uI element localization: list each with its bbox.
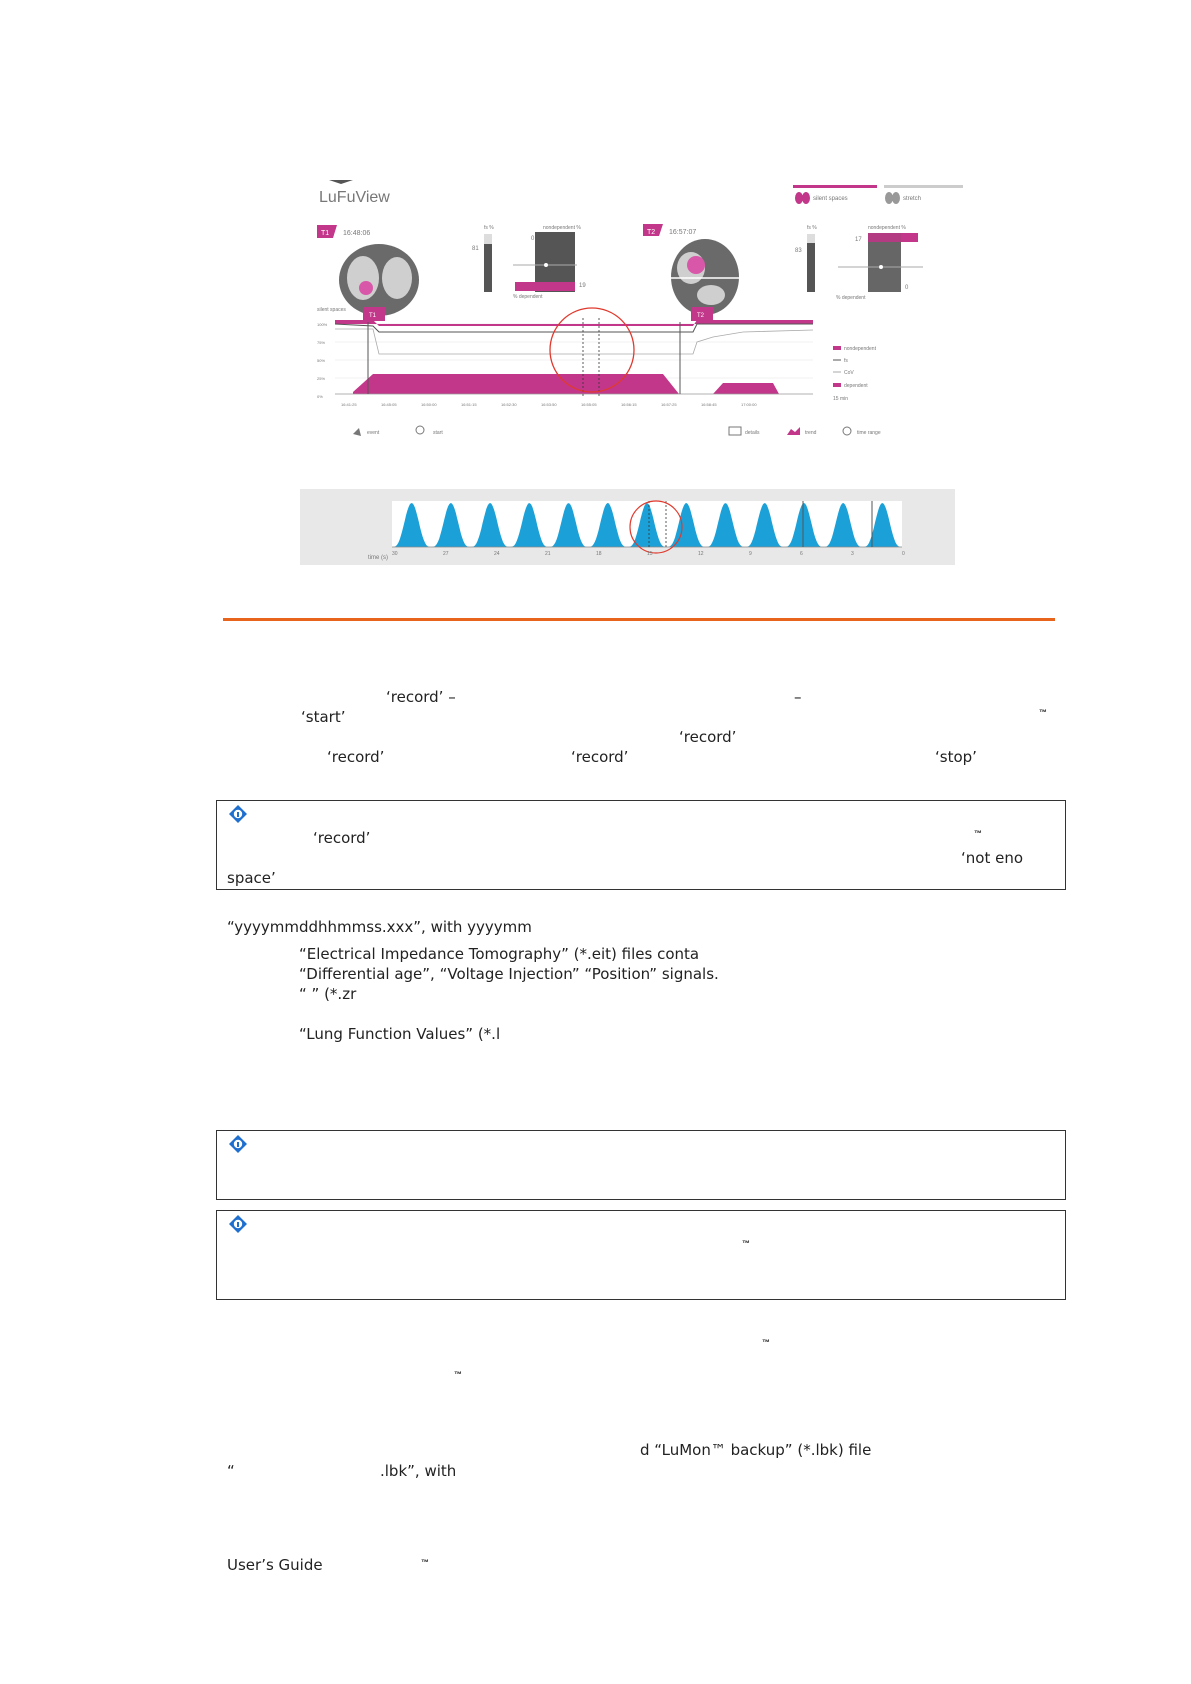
t2-fs-value: 83 — [795, 248, 802, 254]
wave-tick: 15 — [647, 551, 653, 557]
x-ticks — [341, 402, 757, 407]
x-tick: 16:52:30 — [501, 402, 517, 407]
trademark: ™ — [1039, 708, 1047, 717]
footer-guide: User’s Guide — [227, 1556, 323, 1574]
note-box — [216, 1130, 1066, 1200]
time-range-icon[interactable] — [843, 427, 851, 435]
range-label: 15 min — [833, 396, 849, 402]
info-icon — [228, 804, 248, 824]
para1-stop: ‘stop’ — [935, 748, 977, 766]
legend-item: fs — [844, 358, 848, 364]
file-item-lfv: “Lung Function Values” (*.l — [299, 1025, 501, 1043]
t2-time: 16:57:07 — [669, 229, 697, 236]
t1-dep-label: % dependent — [513, 294, 543, 300]
backup-extension: .lbk”, with — [380, 1462, 457, 1480]
t2-dep-value: 0 — [905, 285, 909, 291]
info-icon — [228, 1214, 248, 1234]
t2-nondep-label: nondependent % — [868, 225, 906, 231]
x-tick: 17:00:00 — [741, 402, 757, 407]
para1-record4: ‘record’ — [571, 748, 629, 766]
wave-axis-label: time (s) — [368, 555, 388, 561]
lung-icon — [795, 192, 810, 204]
para1-dash: – — [794, 688, 802, 706]
x-tick: 16:53:50 — [541, 402, 557, 407]
tab-stretch: stretch — [903, 196, 922, 202]
x-tick: 16:50:00 — [421, 402, 437, 407]
wave-tick: 27 — [443, 551, 449, 557]
note-box — [216, 1210, 1066, 1300]
t2-nondep-value: 17 — [855, 237, 862, 243]
t1-time: 16:48:06 — [343, 230, 371, 237]
note1-record: ‘record’ — [313, 829, 371, 847]
trademark: ™ — [762, 1338, 770, 1347]
wave-tick: 9 — [749, 551, 752, 557]
t1-fs-label: fs % — [484, 225, 494, 231]
wave-tick: 6 — [800, 551, 803, 557]
x-tick: 16:57:25 — [661, 402, 677, 407]
svg-text:T1: T1 — [369, 313, 377, 319]
details-icon[interactable] — [729, 427, 741, 435]
event-icon[interactable] — [353, 428, 361, 436]
note1-space: space’ — [227, 869, 276, 887]
waveform-panel — [300, 489, 955, 565]
t1-nondep-value: 0 — [531, 236, 535, 242]
file-item-signals: “Differential age”, “Voltage Injection” “Position” signals. — [299, 965, 719, 983]
para1-start: ‘start’ — [301, 708, 346, 726]
t2-eit-image — [671, 239, 739, 315]
x-tick: 16:56:15 — [621, 402, 637, 407]
y-tick: 50% — [317, 358, 326, 363]
t1-badge: T1 — [321, 230, 330, 237]
x-tick: 16:41:25 — [341, 402, 357, 407]
start-icon[interactable] — [416, 426, 424, 434]
lung-icon — [885, 192, 900, 204]
trademark: ™ — [974, 829, 982, 838]
wave-tick: 21 — [545, 551, 551, 557]
legend-item: nondependent — [844, 346, 876, 352]
legend-item: CoV — [844, 370, 854, 376]
para1-record3: ‘record’ — [327, 748, 385, 766]
para1-record: ‘record’ – — [386, 688, 456, 706]
file-item-zr: “ ” (*.zr — [299, 985, 357, 1003]
wave-tick: 24 — [494, 551, 500, 557]
y-tick: 0% — [317, 394, 323, 399]
trademark: ™ — [742, 1239, 750, 1248]
wave-tick: 12 — [698, 551, 704, 557]
t1-eit-image — [339, 244, 419, 316]
backup-file: d “LuMon™ backup” (*.lbk) file — [640, 1441, 872, 1459]
file-item-eit: “Electrical Impedance Tomography” (*.eit) files conta — [299, 945, 700, 963]
para1-record2: ‘record’ — [679, 728, 737, 746]
file-format: “yyyymmddhhmmss.xxx”, with yyyymm — [227, 918, 532, 936]
trademark: ™ — [454, 1370, 462, 1379]
start-button[interactable]: start — [433, 430, 443, 436]
wave-tick: 30 — [392, 551, 398, 557]
t2-badge: T2 — [647, 229, 656, 236]
trend-label: silent spaces — [317, 307, 346, 313]
tab-silent-spaces: silent spaces — [813, 196, 848, 202]
t1-nondep-label: nondependent % — [543, 225, 581, 231]
legend-item: dependent — [844, 383, 868, 389]
wave-tick: 0 — [902, 551, 905, 557]
section-divider — [223, 618, 1055, 621]
x-tick: 16:55:05 — [581, 402, 597, 407]
lufuview-screenshot — [313, 172, 963, 452]
t1-dep-value: 19 — [579, 283, 586, 289]
x-tick: 16:51:15 — [461, 402, 477, 407]
note1-not-eno: ‘not eno — [961, 849, 1024, 867]
x-tick: 16:45:05 — [381, 402, 397, 407]
t2-fs-label: fs % — [807, 225, 817, 231]
wave-tick: 18 — [596, 551, 602, 557]
t1-fs-value: 81 — [472, 246, 479, 252]
app-title: LuFuView — [319, 189, 390, 206]
wave-tick: 3 — [851, 551, 854, 557]
trend-icon[interactable] — [787, 427, 800, 435]
t2-dep-label: % dependent — [836, 295, 866, 301]
event-button[interactable]: event — [367, 430, 380, 436]
x-tick: 16:58:45 — [701, 402, 717, 407]
info-icon — [228, 1134, 248, 1154]
y-tick: 25% — [317, 376, 326, 381]
svg-text:T2: T2 — [697, 313, 705, 319]
trend-button[interactable]: trend — [805, 430, 817, 436]
trademark: ™ — [421, 1558, 429, 1567]
backup-quote: “ — [227, 1462, 235, 1480]
y-tick: 75% — [317, 340, 326, 345]
y-tick: 100% — [317, 322, 328, 327]
details-button[interactable]: details — [745, 430, 760, 436]
time-range-button[interactable]: time range — [857, 430, 881, 436]
